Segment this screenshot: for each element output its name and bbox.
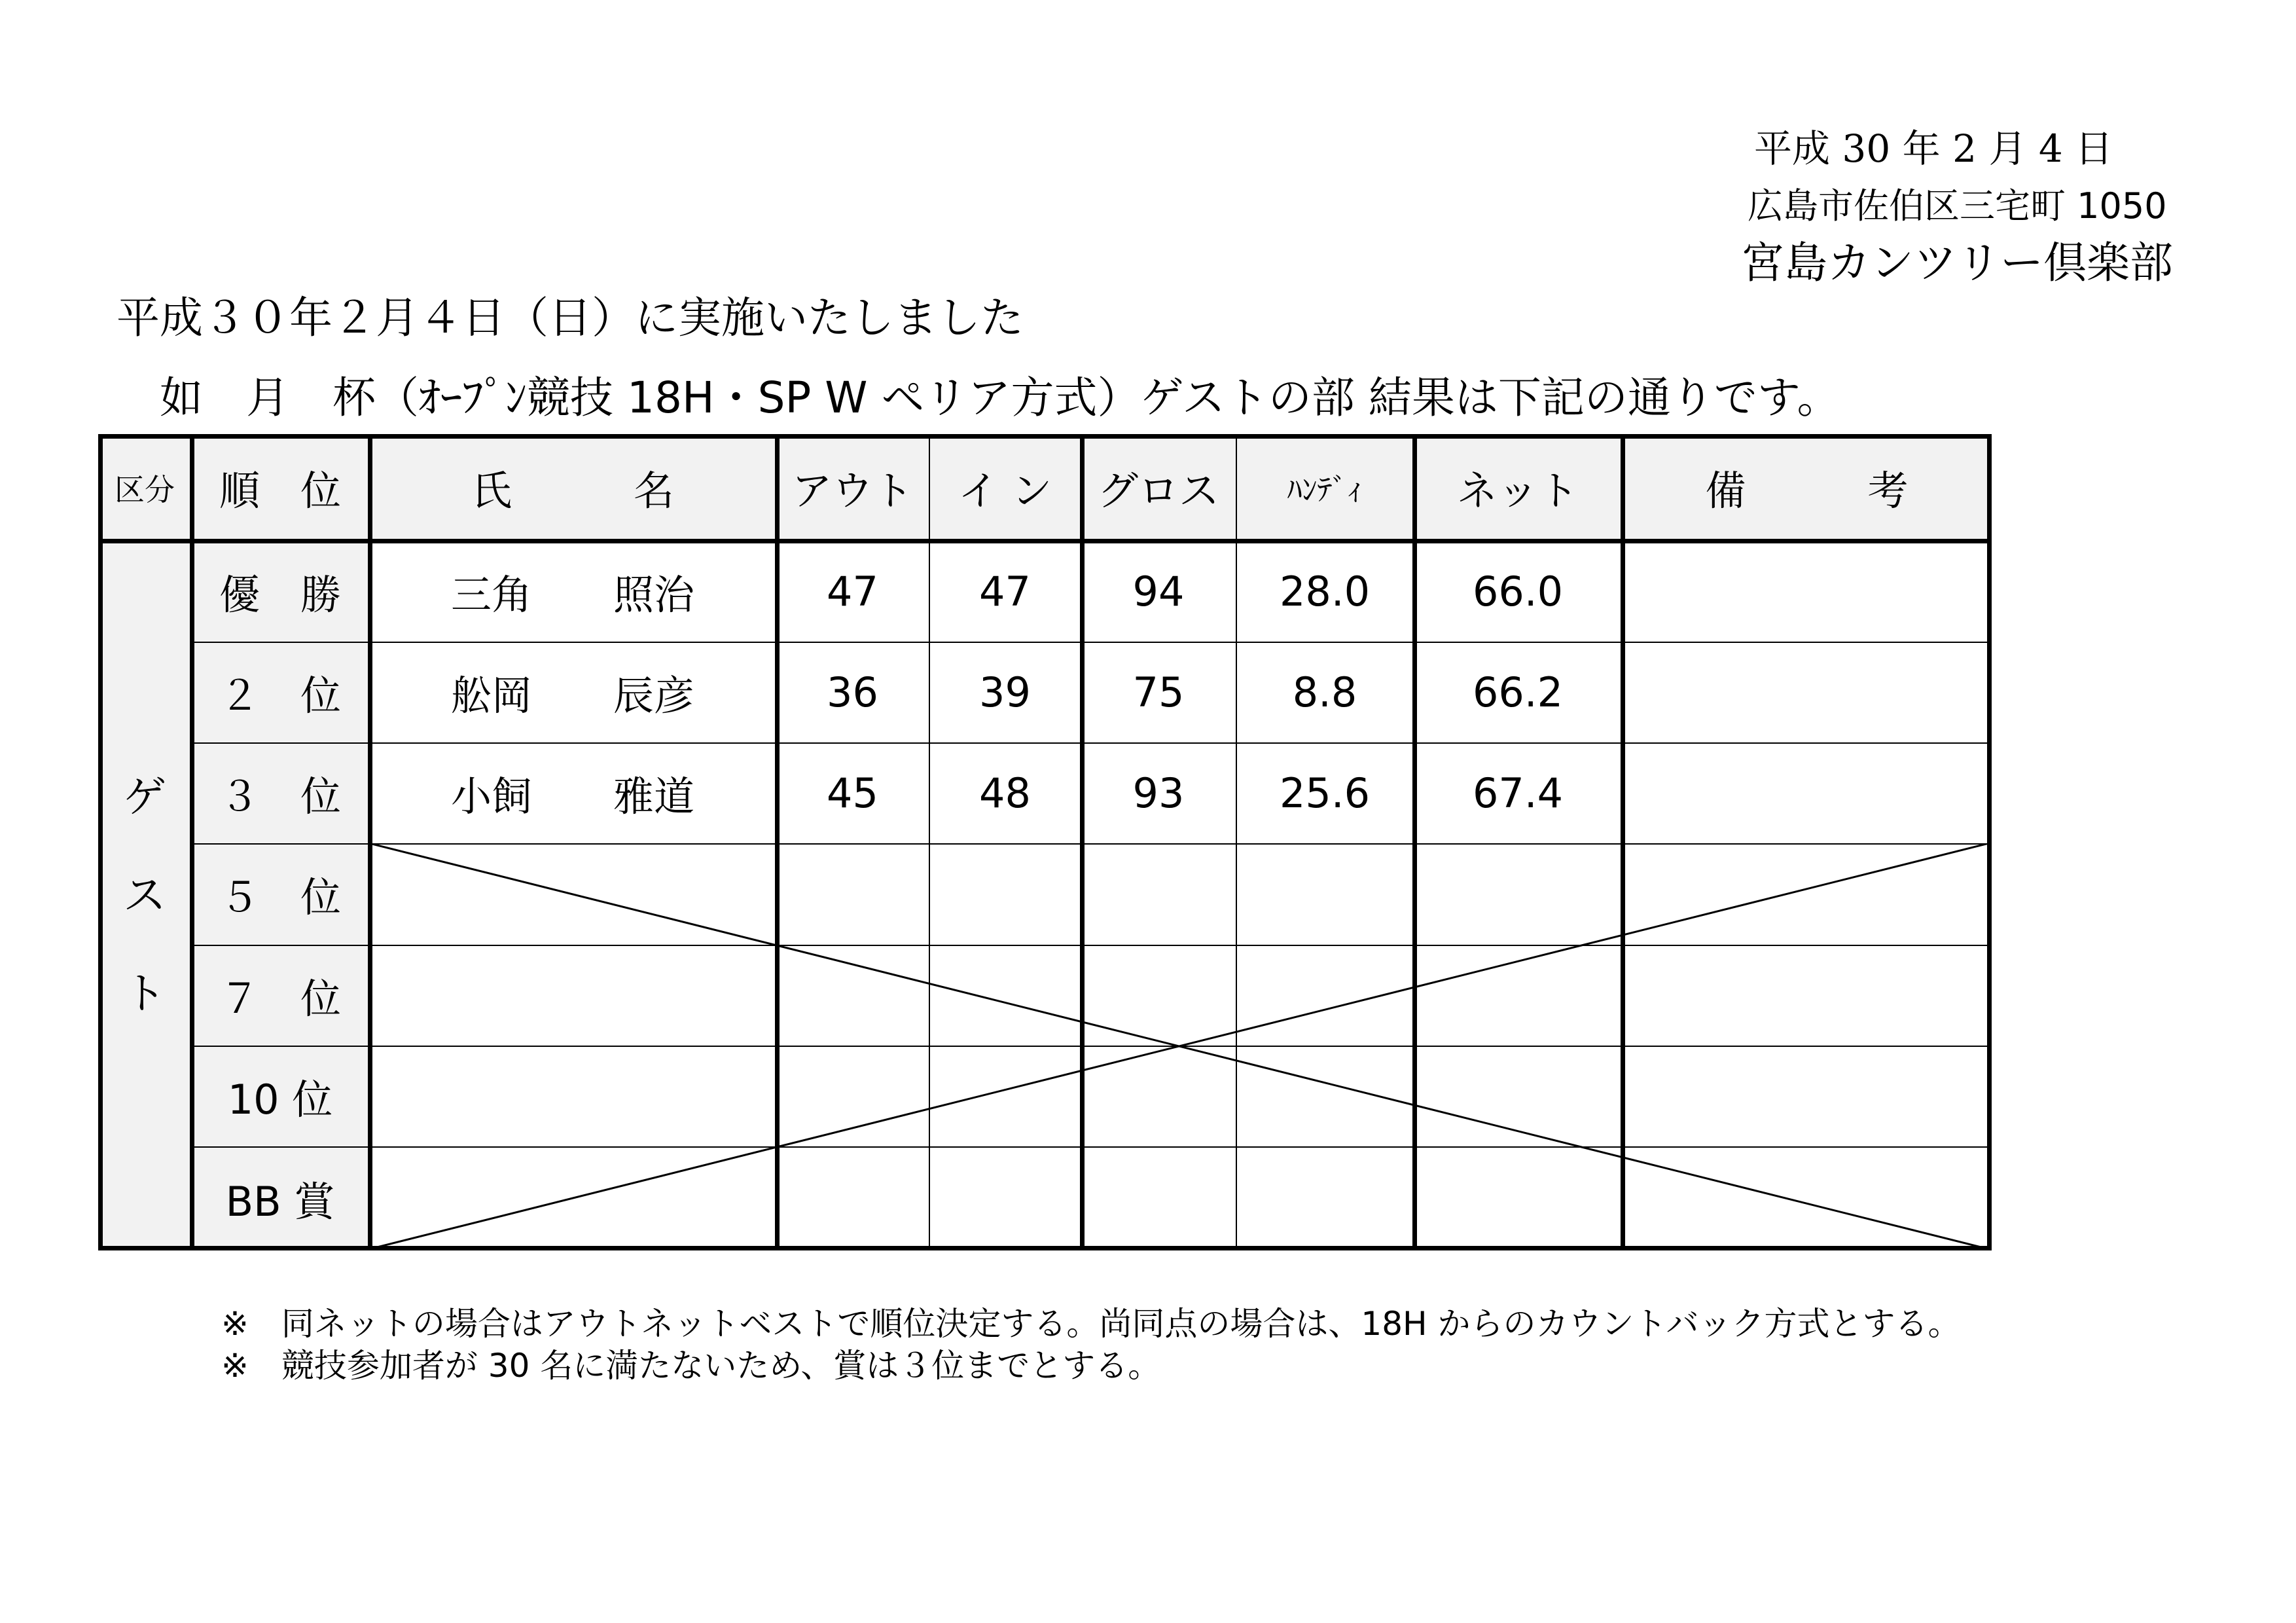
cell-remarks bbox=[1622, 642, 1992, 742]
cell-gross: 94 bbox=[1132, 567, 1185, 615]
row-line bbox=[191, 742, 1992, 744]
cell-gross: 93 bbox=[1132, 769, 1185, 817]
header-separator bbox=[98, 539, 1992, 543]
cell-in: 48 bbox=[979, 769, 1031, 817]
header-name: 氏 名 bbox=[471, 467, 674, 515]
header-rank: 順 位 bbox=[219, 467, 341, 515]
cell-rank: 10 位 bbox=[227, 1075, 333, 1123]
table-border-left bbox=[98, 434, 103, 1250]
cell-out: 45 bbox=[827, 769, 878, 817]
cell-rank: ５ 位 bbox=[219, 873, 341, 921]
cell-remarks bbox=[1622, 541, 1992, 642]
category-char-2: ス bbox=[123, 870, 166, 921]
header-gross: グロス bbox=[1097, 467, 1219, 515]
row-line bbox=[191, 642, 1992, 643]
club-name: 宮島カンツリー倶楽部 bbox=[1741, 238, 2173, 288]
cell-handicap: 28.0 bbox=[1279, 567, 1371, 615]
header-remarks: 備 考 bbox=[1705, 467, 1909, 515]
cell-out: 47 bbox=[827, 567, 878, 615]
cell-name: 小飼 雅道 bbox=[450, 772, 694, 820]
header-in: イ ン bbox=[958, 467, 1052, 515]
note-2: ※ 競技参加者が 30 名に満たないため、賞は３位までとする。 bbox=[221, 1347, 1161, 1385]
cell-name: 三角 照治 bbox=[450, 570, 694, 619]
col-line bbox=[190, 434, 194, 1250]
cell-gross: 75 bbox=[1132, 668, 1185, 716]
cell-in: 39 bbox=[979, 668, 1031, 716]
cell-rank: 優 勝 bbox=[219, 570, 341, 619]
header-handicap: ﾊﾝﾃﾞｨ bbox=[1287, 471, 1363, 507]
category-guest-label bbox=[98, 541, 191, 1250]
cell-rank: ７ 位 bbox=[219, 974, 341, 1023]
category-char-1: ゲ bbox=[123, 772, 166, 822]
cell-out: 36 bbox=[827, 668, 878, 716]
results-table bbox=[98, 434, 1992, 1250]
empty-rows-cross bbox=[369, 843, 1989, 1249]
header-net: ネット bbox=[1456, 467, 1579, 515]
cell-handicap: 8.8 bbox=[1292, 668, 1357, 716]
cell-handicap: 25.6 bbox=[1279, 769, 1371, 817]
cell-in: 47 bbox=[979, 567, 1031, 615]
intro-line-1: 平成３０年２月４日（日）に実施いたしました bbox=[117, 293, 1024, 343]
club-address: 広島市佐伯区三宅町 1050 bbox=[1748, 185, 2167, 227]
cell-rank: BB 賞 bbox=[225, 1178, 335, 1226]
cell-net: 66.2 bbox=[1472, 668, 1564, 716]
header-category: 区分 bbox=[115, 471, 175, 507]
category-char-3: ト bbox=[123, 968, 166, 1019]
intro-line-2: 如 月 杯（ｵｰﾌﾟﾝ競技 18H・SP W ペリア方式）ゲストの部 結果は下記の通りです。 bbox=[160, 373, 1840, 423]
cell-net: 67.4 bbox=[1472, 769, 1564, 817]
document-date: 平成 30 年 2 月 4 日 bbox=[1754, 126, 2113, 171]
table-border-top bbox=[98, 434, 1992, 439]
cell-net: 66.0 bbox=[1472, 567, 1564, 615]
cell-name: 舩岡 辰彦 bbox=[450, 671, 694, 720]
header-out: アウト bbox=[791, 467, 914, 515]
note-1: ※ 同ネットの場合はアウトネットベストで順位決定する。尚同点の場合は、18H からのカウントバック方式とする。 bbox=[221, 1305, 1961, 1343]
cell-remarks bbox=[1622, 742, 1992, 843]
cell-rank: ２ 位 bbox=[219, 671, 341, 720]
cell-rank: ３ 位 bbox=[219, 772, 341, 820]
